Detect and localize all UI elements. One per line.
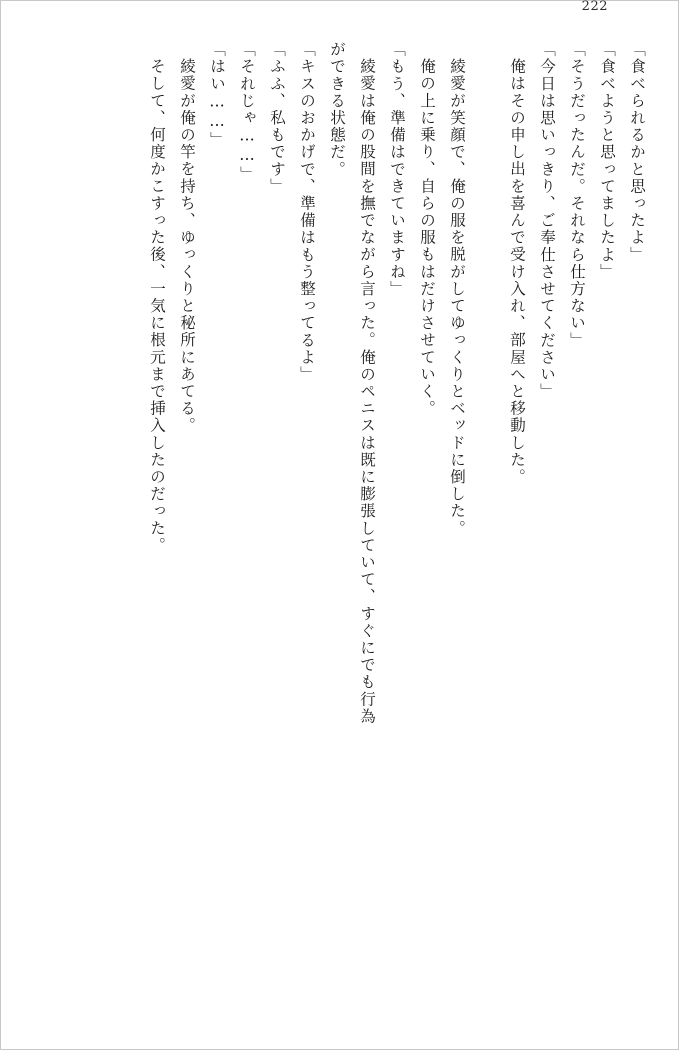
text-line: 俺はその申し出を喜んで受け入れ、部屋へと移動した。 [508, 58, 526, 486]
text-line-blank [472, 41, 502, 1023]
text-line: そして、何度かこすった後、一気に根元まで挿入したのだった。 [148, 58, 166, 554]
vertical-text-body [27, 41, 652, 1023]
text-line: 「ふふ、私もです」 [268, 41, 286, 195]
text-line: 「食べようと思ってましたよ」 [598, 41, 616, 281]
text-line: 「はい……」 [208, 41, 226, 149]
text-line: 「今日は思いっきり、ご奉仕させてください」 [538, 41, 556, 401]
text-line: ができる状態だ。 [328, 41, 346, 178]
text-line: 「それじゃ……」 [238, 41, 256, 183]
text-line: 綾愛は俺の股間を撫でながら言った。俺のペニスは既に膨張していて、すぐにでも行為 [358, 58, 376, 725]
text-line: 「もう、準備はできていますね」 [388, 41, 406, 298]
text-line: 「食べられるかと思ったよ」 [628, 41, 646, 264]
text-line: 「キスのおかげで、準備はもう整ってるよ」 [298, 41, 316, 383]
page-number: 222 [581, 0, 608, 14]
text-line: 「そうだったんだ。それなら仕方ない」 [568, 41, 586, 349]
text-line: 綾愛が笑顔で、俺の服を脱がしてゆっくりとベッドに倒した。 [448, 58, 466, 537]
text-line: 綾愛が俺の竿を持ち、ゆっくりと秘所にあてる。 [178, 58, 196, 435]
text-line: 俺の上に乗り、自らの服もはだけさせていく。 [418, 58, 436, 418]
